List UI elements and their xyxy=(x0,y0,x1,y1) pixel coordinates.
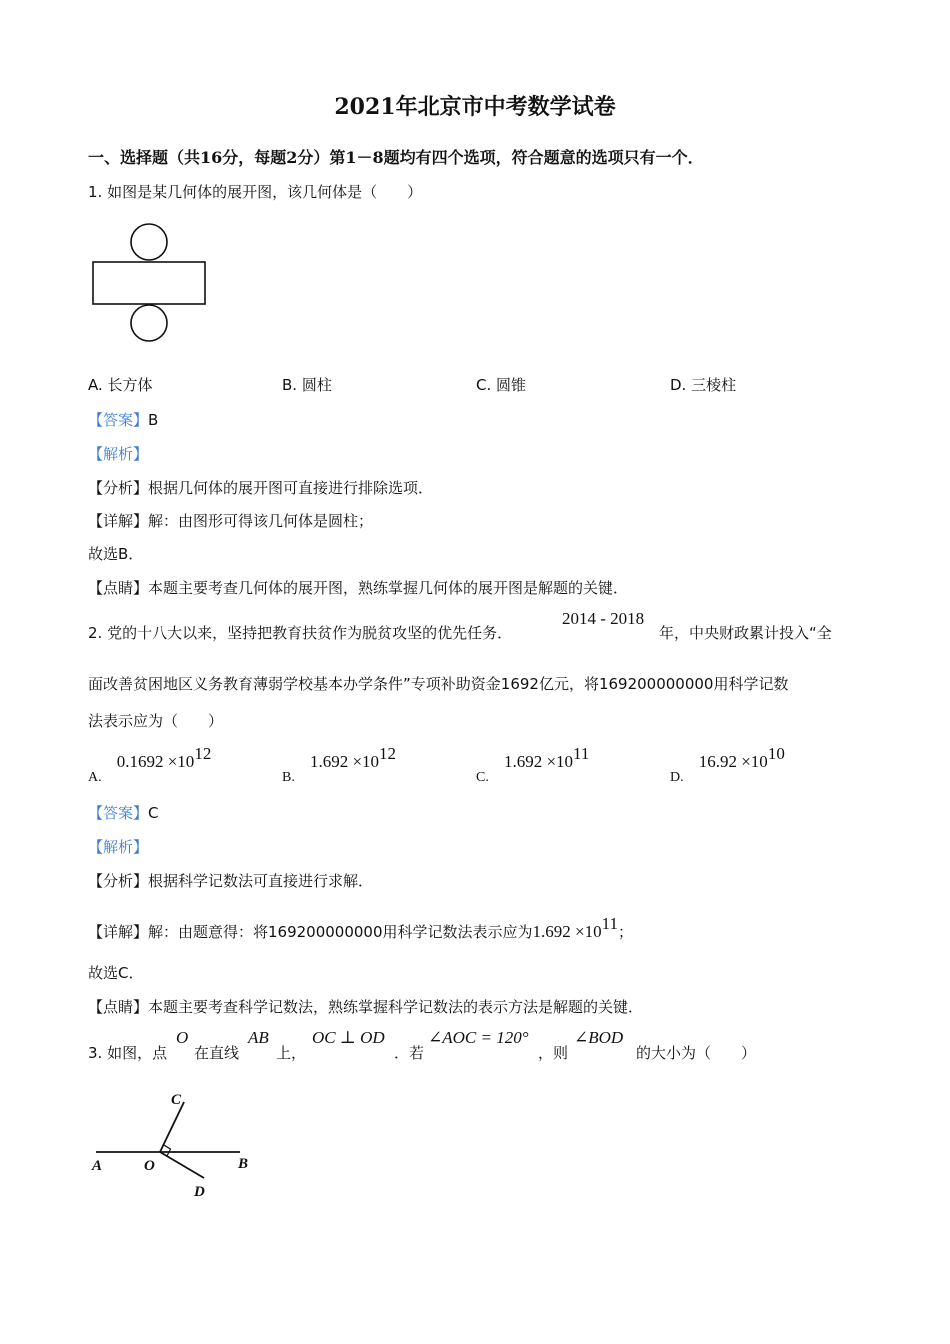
q3-line-ab: AB xyxy=(248,1028,269,1047)
q3-angle-figure xyxy=(88,1088,268,1208)
option-base: 1.692 ×10 xyxy=(309,752,380,771)
q3-part-6: 的大小为（ ） xyxy=(636,1044,757,1062)
q3-perp: OC ⊥ OD xyxy=(312,1028,385,1047)
q3-angle-bod: ∠BOD xyxy=(574,1028,624,1047)
q3-part-5: ，则 xyxy=(538,1044,569,1062)
q2-answer xyxy=(88,802,159,823)
answer-tag: 【答案】 xyxy=(88,804,149,822)
q2-years: 2014 - 2018 xyxy=(562,609,645,628)
q2-stem-c: 面改善贫困地区义务教育薄弱学校基本办学条件”专项补助资金1692亿元，将169200000000用科学记数 xyxy=(88,675,789,693)
xiangjie-text: 【详解】解：由题意得：将169200000000用科学记数法表示应为 xyxy=(88,923,533,941)
ray-od xyxy=(160,1152,204,1178)
page-title: 2021年北京市中考数学试卷 xyxy=(334,94,616,120)
q2-stem-d: 法表示应为（ ） xyxy=(88,712,224,730)
q2-stem-b: 年，中央财政累计投入“全 xyxy=(659,624,832,642)
option-exp: 12 xyxy=(379,744,397,763)
q1-option-a: A. 长方体 xyxy=(88,376,153,394)
q2-option-b xyxy=(282,744,397,785)
q2-fenxi: 【分析】根据科学记数法可直接进行求解． xyxy=(88,872,374,890)
q2-conclusion: 故选C． xyxy=(88,964,144,982)
xiangjie-end: ； xyxy=(618,923,634,941)
option-exp: 12 xyxy=(194,744,212,763)
bottom-circle xyxy=(131,305,167,341)
q3-angle-aoc: ∠AOC = 120° xyxy=(428,1028,529,1047)
option-exp: 10 xyxy=(767,744,785,763)
option-label: D. xyxy=(670,770,684,785)
q3-part-1: 3. 如图，点 xyxy=(88,1044,168,1062)
section-heading: 一、选择题（共16分，每题2分）第1－8题均有四个选项，符合题意的选项只有一个． xyxy=(88,148,704,167)
label-a: A xyxy=(92,1158,103,1174)
q3-part-3: 上， xyxy=(276,1044,307,1062)
label-d: D xyxy=(194,1184,205,1200)
option-exp: 11 xyxy=(573,744,590,763)
rectangle xyxy=(93,262,205,304)
label-o: O xyxy=(144,1158,155,1174)
q1-option-b: B. 圆柱 xyxy=(282,376,332,394)
xiangjie-exp: 11 xyxy=(601,914,618,933)
option-label: C. xyxy=(476,770,489,785)
q2-xiangjie xyxy=(88,914,633,942)
answer-value: C xyxy=(148,804,159,822)
option-label: B. xyxy=(282,770,295,785)
ray-oc xyxy=(160,1102,184,1152)
q2-dianjing: 【点睛】本题主要考查科学记数法，熟练掌握科学记数法的表示方法是解题的关键． xyxy=(88,998,644,1016)
q1-option-d: D. 三棱柱 xyxy=(670,376,737,394)
label-c: C xyxy=(171,1092,182,1108)
q1-stem: 1. 如图是某几何体的展开图，该几何体是（ ） xyxy=(88,183,423,201)
q3-part-4: ．若 xyxy=(394,1044,425,1062)
q2-stem-a: 2. 党的十八大以来，坚持把教育扶贫作为脱贫攻坚的优先任务． xyxy=(88,624,513,642)
q3-part-2: 在直线 xyxy=(194,1044,240,1062)
option-label: A. xyxy=(88,770,102,785)
q1-fenxi: 【分析】根据几何体的展开图可直接进行排除选项． xyxy=(88,479,434,497)
q3-point-o: O xyxy=(176,1028,189,1047)
q2-option-c xyxy=(476,744,590,785)
q1-xiangjie: 【详解】解：由图形可得该几何体是圆柱； xyxy=(88,512,374,530)
q1-dianjing: 【点睛】本题主要考查几何体的展开图，熟练掌握几何体的展开图是解题的关键． xyxy=(88,579,629,597)
q1-net-figure xyxy=(88,222,213,346)
xiangjie-base: 1.692 ×10 xyxy=(532,922,602,941)
answer-value: B xyxy=(148,411,159,429)
q1-conclusion: 故选B． xyxy=(88,545,144,563)
answer-tag: 【答案】 xyxy=(88,411,149,429)
label-b: B xyxy=(238,1156,249,1172)
option-base: 1.692 ×10 xyxy=(503,752,574,771)
option-base: 0.1692 ×10 xyxy=(116,752,195,771)
q1-answer xyxy=(88,409,158,430)
q1-option-c: C. 圆锥 xyxy=(476,376,527,394)
q1-analysis-tag: 【解析】 xyxy=(88,445,149,463)
option-base: 16.92 ×10 xyxy=(698,752,768,771)
q2-option-d xyxy=(670,744,785,785)
q2-analysis-tag: 【解析】 xyxy=(88,838,149,856)
top-circle xyxy=(131,224,167,260)
q2-option-a xyxy=(88,744,212,785)
